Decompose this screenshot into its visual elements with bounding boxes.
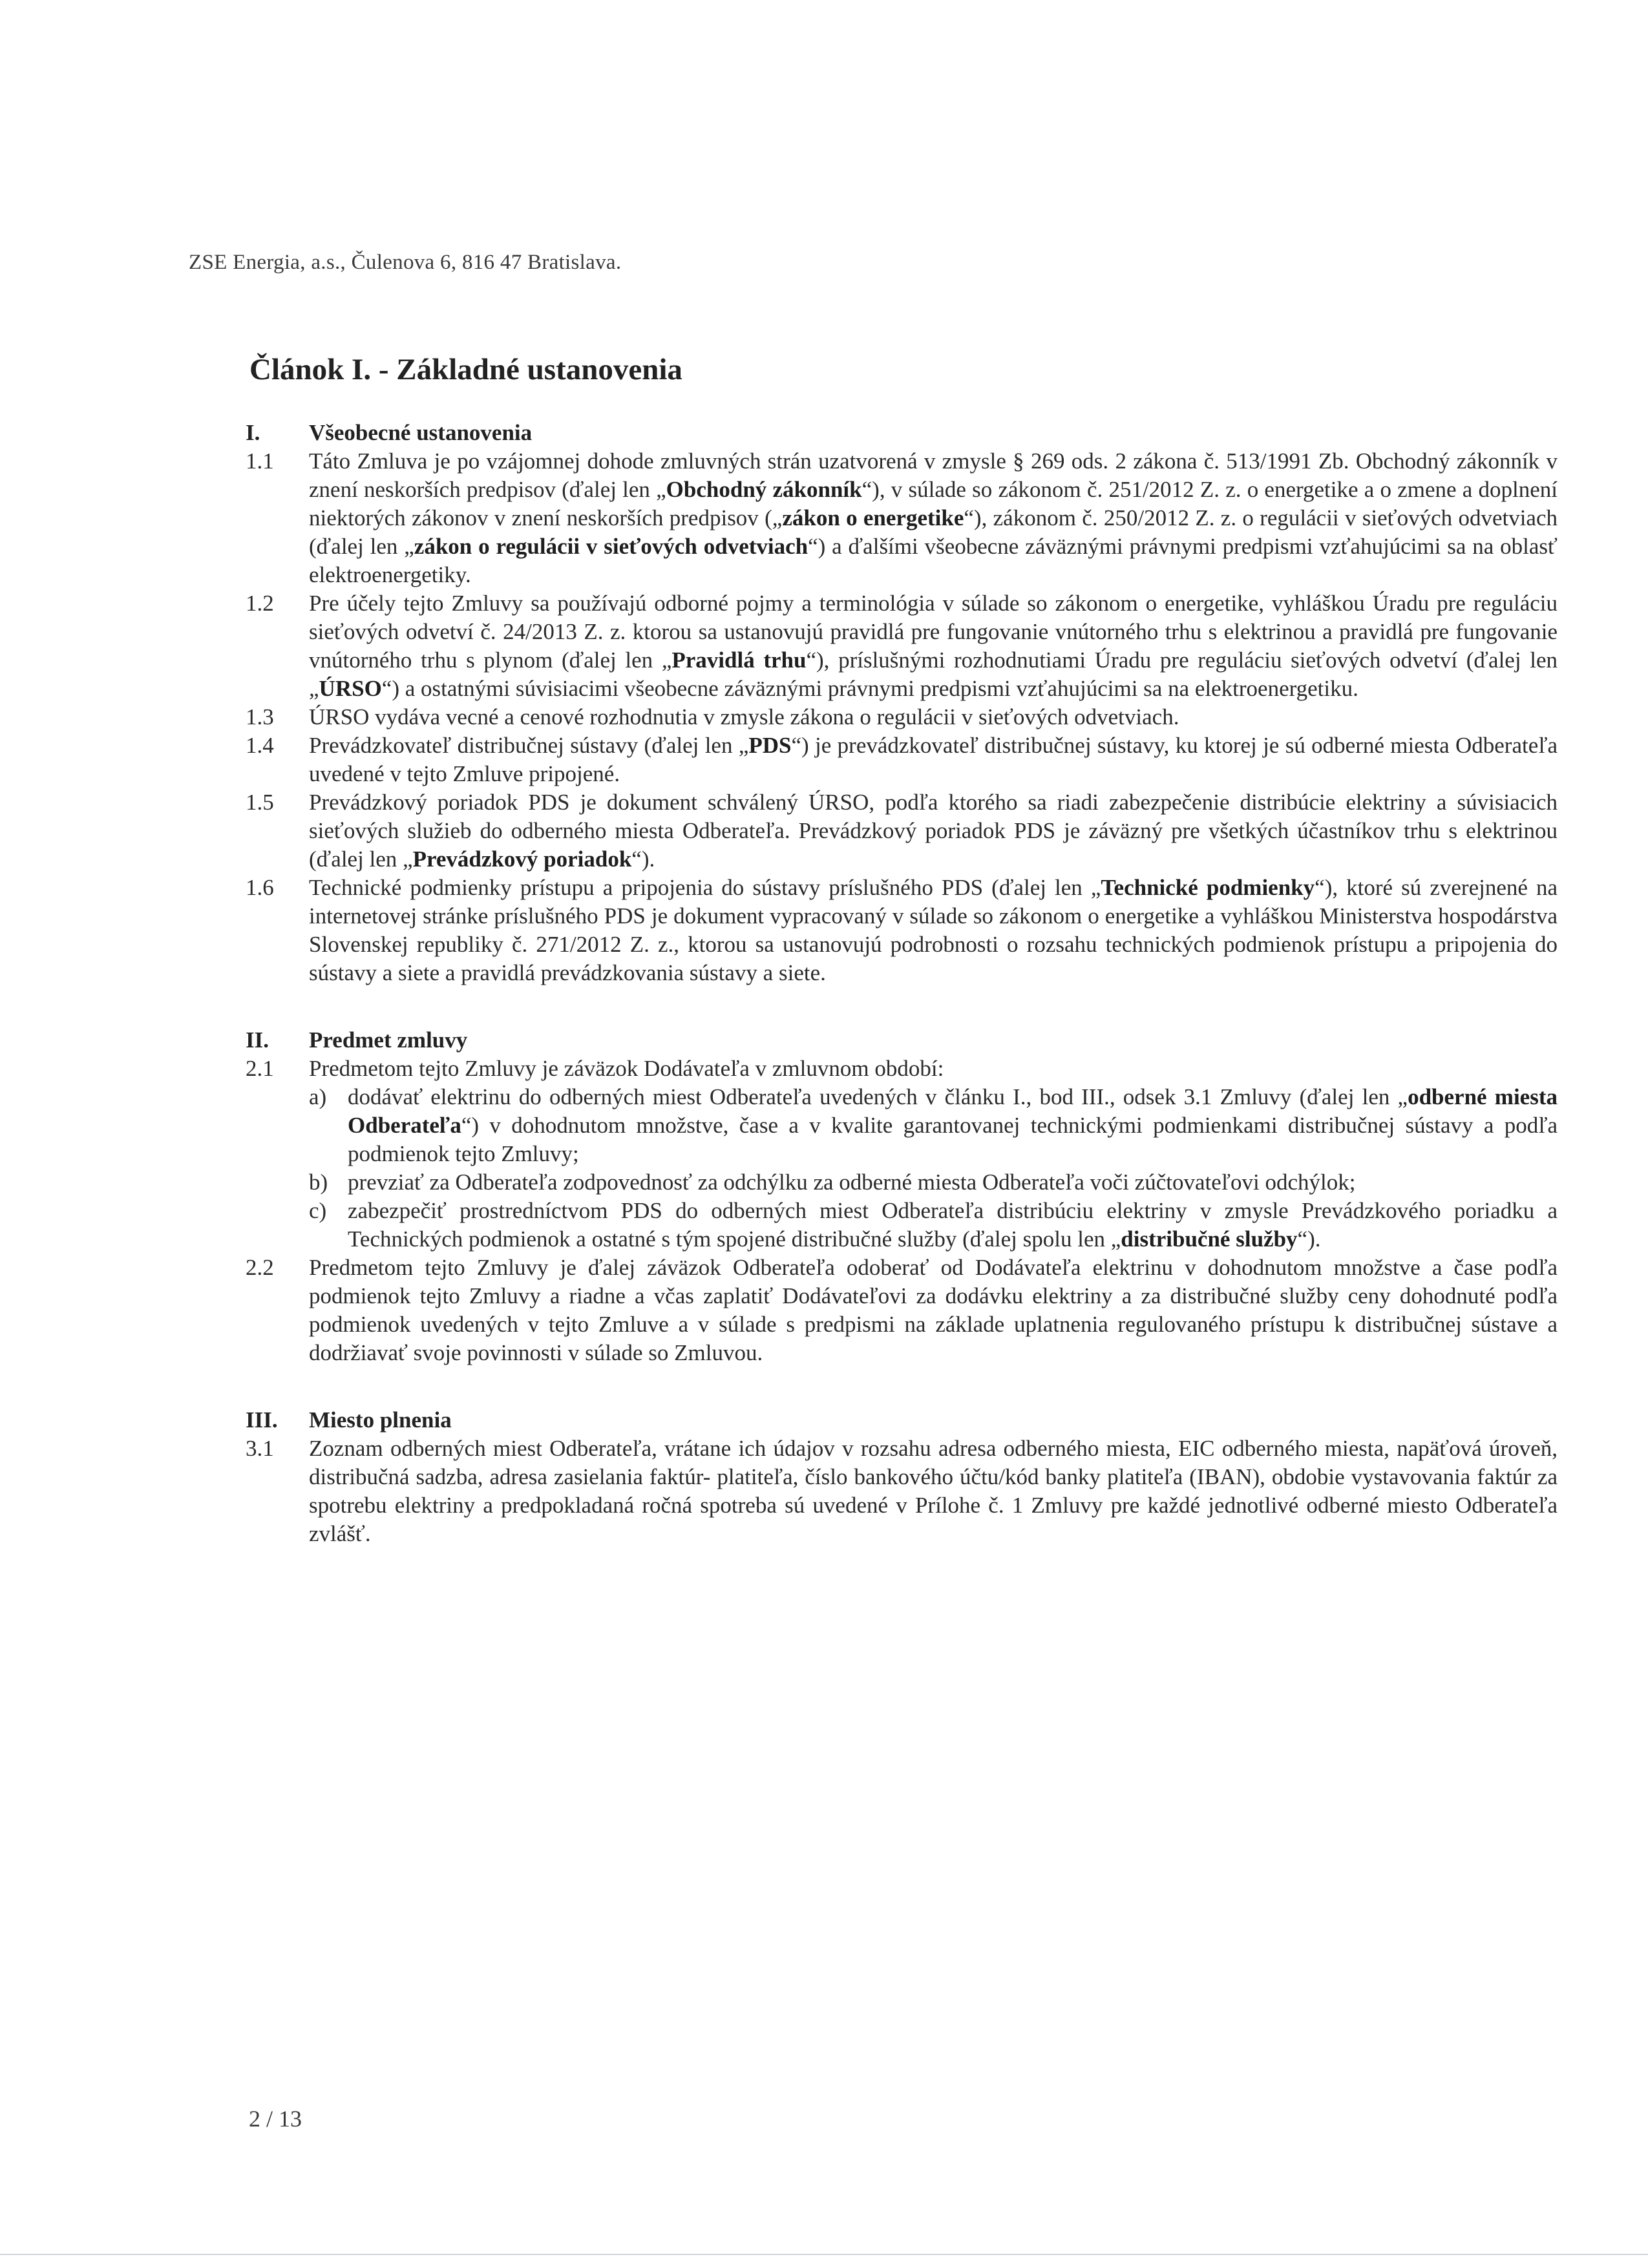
section-number: I. (246, 420, 260, 445)
defined-term: Obchodný zákonník (666, 477, 862, 502)
section-heading (246, 1026, 1558, 1055)
clause-text (309, 1434, 1558, 1548)
text-run: Prevádzkový poriadok PDS je dokument schválený ÚRSO, podľa ktorého sa riadi zabezpečenie distribúcie elektriny a súvisiacich sieťových služieb do odberného miesta Odberateľa. Prevádzkový poriadok PDS je záväzný pre všetkých účastníkov trhu s elektrinou (ďalej len „ (309, 790, 1558, 872)
text-run: Táto Zmluva je po vzájomnej dohode zmluvných strán uzatvorená v zmysle § 269 ods. 2 zákona č. 513/1991 Zb. Obchodný zákonník v znení neskorších predpisov (ďalej len „ (309, 448, 1558, 502)
text-run: “). (631, 846, 655, 872)
clause (246, 589, 1558, 703)
sub-clause (309, 1083, 1558, 1168)
sub-clause-letter: c) (309, 1198, 327, 1223)
clause-text (309, 874, 1558, 987)
text-run: “), ktoré sú zverejnené na internetovej stránke príslušného PDS je dokument vypracovaný v súlade so zákonom o energetike a vyhláškou Ministerstva hospodárstva Slovenskej republiky č. 271/2012 Z. z., ktorou sa ustanovujú podrobnosti o rozsahu technických podmienok prístupu a pripojenia do sústavy a siete a pravidlá prevádzkovania sústavy a siete. (309, 875, 1558, 985)
section-spacer (246, 987, 1558, 1026)
defined-term: odberné miesta Odberateľa (348, 1084, 1558, 1138)
sub-clause-text (348, 1083, 1558, 1168)
page-number: 2 / 13 (249, 2106, 302, 2132)
text-run: Prevádzkovateľ distribučnej sústavy (ďalej len „ (309, 733, 749, 758)
defined-term: distribučné služby (1121, 1226, 1298, 1252)
text-run: Zoznam odberných miest Odberateľa, vrátane ich údajov v rozsahu adresa odberného miesta, EIC odberného miesta, napäťová úroveň, distribučná sadzba, adresa zasielania faktúr- platiteľa, číslo bankového účtu/kód banky platiteľa (IBAN), obdobie vystavovania faktúr za spotrebu elektriny a predpokladaná ročná spotreba sú uvedené v Prílohe č. 1 Zmluvy pre každé jednotlivé odberné miesto Odberateľa zvlášť. (309, 1436, 1558, 1546)
clause-number: 1.2 (246, 591, 274, 616)
defined-term: ÚRSO (319, 676, 382, 701)
clause (246, 874, 1558, 987)
text-run: “) a ostatnými súvisiacimi všeobecne záväznými právnymi predpismi vzťahujúcimi sa na elektroenergetiku. (381, 676, 1358, 701)
sub-clause-text (348, 1168, 1558, 1197)
article-title: Článok I. - Základné ustanovenia (249, 353, 682, 386)
clause (246, 703, 1558, 731)
clause (246, 447, 1558, 589)
clause-number: 2.2 (246, 1255, 274, 1280)
defined-term: zákon o energetike (782, 505, 964, 530)
text-run: prevziať za Odberateľa zodpovednosť za odchýlku za odberné miesta Odberateľa voči zúčtovateľovi odchýlok; (348, 1170, 1356, 1195)
text-run: ÚRSO vydáva vecné a cenové rozhodnutia v zmysle zákona o regulácii v sieťových odvetviach. (309, 704, 1179, 730)
text-run: “), zákonom č. 250/2012 Z. z. o regulácii v sieťových odvetviach (ďalej len „ (309, 505, 1558, 559)
defined-term: Pravidlá trhu (671, 647, 807, 673)
defined-term: PDS (748, 733, 792, 758)
text-run: Technické podmienky prístupu a pripojenia do sústavy príslušného PDS (ďalej len „ (309, 875, 1101, 900)
document-body (246, 419, 1558, 1548)
scan-edge-line (0, 2254, 1648, 2255)
clause-number: 3.1 (246, 1436, 274, 1461)
clause-number: 1.6 (246, 875, 274, 900)
clause-text (309, 703, 1558, 731)
text-run: “) je prevádzkovateľ distribučnej sústavy, ku ktorej je sú odberné miesta Odberateľa uvedené v tejto Zmluve pripojené. (309, 733, 1558, 786)
clause-text (309, 447, 1558, 589)
section-spacer (246, 1367, 1558, 1406)
clause-text (309, 1055, 1558, 1083)
text-run: zabezpečiť prostredníctvom PDS do odberných miest Odberateľa distribúciu elektriny v zmysle Prevádzkového poriadku a Technických podmienok a ostatné s tým spojené distribučné služby (ďalej spolu len „ (348, 1198, 1558, 1252)
sub-clause (309, 1168, 1558, 1197)
sub-clause-text (348, 1197, 1558, 1254)
clause-text (309, 788, 1558, 874)
clause-text (309, 1254, 1558, 1367)
clause-text (309, 589, 1558, 703)
defined-term: zákon o regulácii v sieťových odvetviach (414, 534, 808, 559)
text-run: “), príslušnými rozhodnutiami Úradu pre reguláciu sieťových odvetví (ďalej len „ (309, 647, 1558, 701)
clause (246, 1055, 1558, 1083)
text-run: “) v dohodnutom množstve, čase a v kvalite garantovanej technickými podmienkami distribučnej sústavy a podľa podmienok tejto Zmluvy; (348, 1113, 1558, 1166)
text-run: Predmetom tejto Zmluvy je ďalej záväzok Odberateľa odoberať od Dodávateľa elektrinu v dohodnutom množstve a čase podľa podmienok tejto Zmluvy a riadne a včas zaplatiť Dodávateľovi za dodávku elektriny a za distribučné služby ceny dohodnuté podľa podmienok uvedených v tejto Zmluve a v súlade s predpismi na základe uplatnenia regulovaného prístupu k distribučnej sústave a dodržiavať svoje povinnosti v súlade so Zmluvou. (309, 1255, 1558, 1365)
section-heading (246, 419, 1558, 447)
section-heading (246, 1406, 1558, 1434)
clause-text (309, 731, 1558, 788)
section-number: III. (246, 1407, 278, 1433)
text-run: “). (1297, 1226, 1321, 1252)
clause-number: 1.4 (246, 733, 274, 758)
clause-number: 2.1 (246, 1056, 274, 1081)
sub-clause (309, 1197, 1558, 1254)
clause (246, 788, 1558, 874)
section-title: Všeobecné ustanovenia (309, 420, 533, 445)
company-header: ZSE Energia, a.s., Čulenova 6, 816 47 Bratislava. (189, 251, 622, 274)
text-run: Predmetom tejto Zmluvy je záväzok Dodávateľa v zmluvnom období: (309, 1056, 944, 1081)
clause-number: 1.5 (246, 790, 274, 815)
sub-clause-letter: a) (309, 1084, 327, 1109)
clause-number: 1.1 (246, 448, 274, 474)
clause-number: 1.3 (246, 704, 274, 730)
clause (246, 1434, 1558, 1548)
defined-term: Prevádzkový poriadok (412, 846, 632, 872)
text-run: Pre účely tejto Zmluvy sa používajú odborné pojmy a terminológia v súlade so zákonom o energetike, vyhláškou Úradu pre reguláciu sieťových odvetví č. 24/2013 Z. z. ktorou sa ustanovujú pravidlá pre fungovanie vnútorného trhu s elektrinou a pravidlá pre fungovanie vnútorného trhu s plynom (ďalej len „ (309, 591, 1558, 673)
text-run: “), v súlade so zákonom č. 251/2012 Z. z. o energetike a o zmene a doplnení niektorých zákonov v znení neskorších predpisov („ (309, 477, 1558, 530)
section-title: Miesto plnenia (309, 1407, 452, 1433)
text-run: dodávať elektrinu do odberných miest Odberateľa uvedených v článku I., bod III., odsek 3.1 Zmluvy (ďalej len „ (348, 1084, 1408, 1109)
section-number: II. (246, 1027, 269, 1053)
clause (246, 731, 1558, 788)
section-title: Predmet zmluvy (309, 1027, 468, 1053)
clause (246, 1254, 1558, 1367)
sub-clause-letter: b) (309, 1170, 328, 1195)
text-run: “) a ďalšími všeobecne záväznými právnymi predpismi vzťahujúcimi sa na oblasť elektroenergetiky. (309, 534, 1558, 587)
defined-term: Technické podmienky (1101, 875, 1315, 900)
